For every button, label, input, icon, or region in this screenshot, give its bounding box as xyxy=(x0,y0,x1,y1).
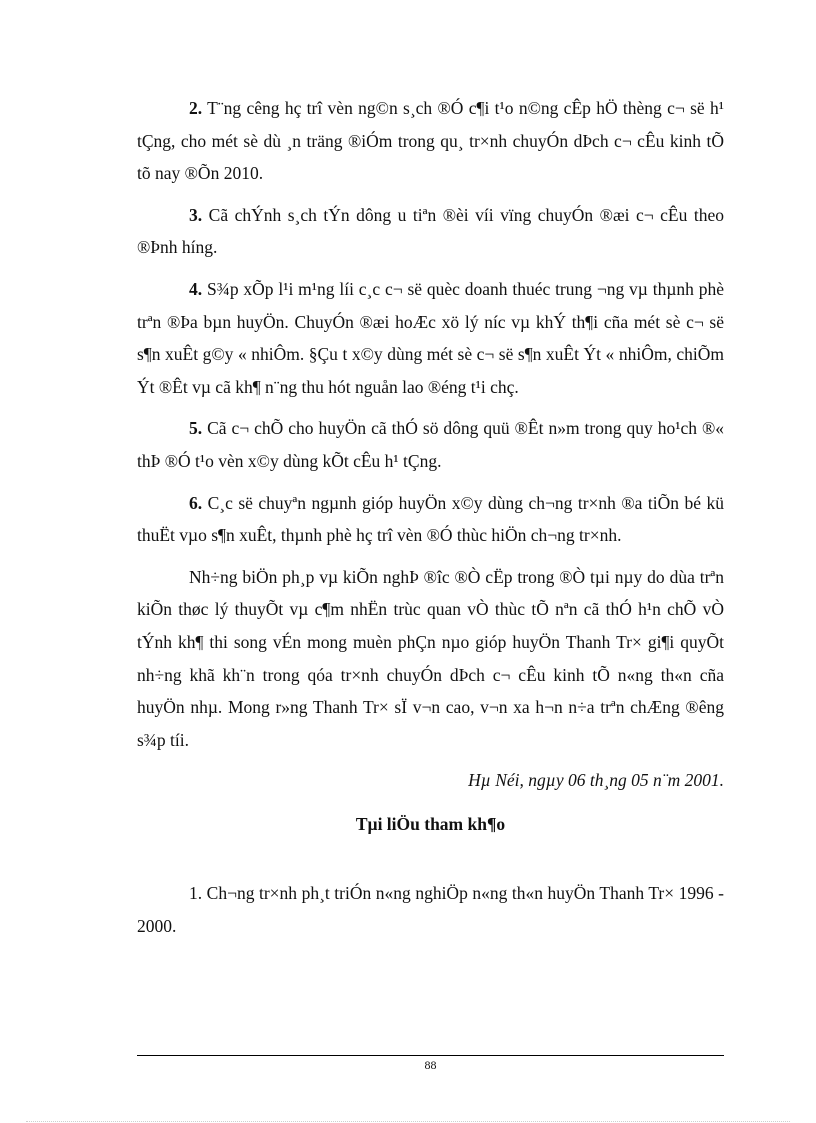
paragraph-text: Nh÷ng biÖn ph¸p vµ kiÕn nghÞ ®îc ®Ò cËp trong ®Ò tµi nµy do dùa trªn kiÕn thøc lý thuyÕt vµ c¶m nhËn trùc quan vÒ thùc tÕ nªn cã thÓ h¹n chÕ vÒ tÝnh kh¶ thi song vÉn mong muèn phÇn nµo gióp huyÖn Thanh Tr× gi¶i quyÕt nh÷ng khã kh¨n trong qóa tr×nh chuyÓn dÞch c¬ cÊu kinh tÕ n«ng th«n cña huyÖn nhµ. Mong r»ng Thanh Tr× sÏ v¬n cao, v¬n xa h¬n n÷a trªn chÆng ®êng s¾p tíi. xyxy=(137,566,724,750)
reference-item: 1. Ch¬ng tr×nh ph¸t triÓn n«ng nghiÖp n«ng th«n huyÖn Thanh Tr× 1996 - 2000. xyxy=(137,883,724,936)
page-bottom-edge xyxy=(26,1121,790,1122)
paragraph-text: C¸c së chuyªn ngµnh gióp huyÖn x©y dùng ch¬ng tr×nh ®a tiÕn bé kü thuËt vµo s¶n xuÊt, thµnh phè hç trî vèn ®Ó thùc hiÖn ch¬ng tr×nh. xyxy=(137,492,724,546)
paragraph-text: S¾p xÕp l¹i m¹ng líi c¸c c¬ së quèc doanh thuéc trung ¬ng vµ thµnh phè trªn ®Þa bµn huyÖn. ChuyÓn ®æi hoÆc xö lý níc vµ khÝ th¶i cña mét sè c¬ së s¶n xuÊt g©y « nhiÔm. §Çu t x©y dùng mét sè c¬ së s¶n xuÊt Ýt « nhiÔm, chiÕm Ýt ®Êt vµ cã kh¶ n¨ng thu hót nguån lao ®éng t¹i chç. xyxy=(137,278,725,397)
paragraph-text: Cã chÝnh s¸ch tÝn dông u tiªn ®èi víi vïng chuyÓn ®æi c¬ cÊu theo ®Þnh híng. xyxy=(137,204,725,258)
footer-divider xyxy=(137,1055,724,1056)
item-number: 3. xyxy=(189,204,203,225)
references-heading: Tµi liÖu tham kh¶o xyxy=(355,814,506,835)
paragraph-6 xyxy=(137,487,724,552)
paragraph-5 xyxy=(137,412,724,477)
item-number: 4. xyxy=(189,278,203,299)
date-line: Hµ Néi, ngµy 06 th¸ng 05 n¨m 2001. xyxy=(468,770,724,791)
conclusion-paragraph xyxy=(137,561,724,757)
item-number: 6. xyxy=(189,492,203,513)
paragraph-4 xyxy=(137,273,724,403)
item-number: 2. xyxy=(189,98,203,118)
page-number: 88 xyxy=(424,1058,437,1072)
paragraph-text: Cã c¬ chÕ cho huyÖn cã thÓ sö dông quü ®Êt n»m trong quy ho¹ch ®« thÞ ®Ó t¹o vèn x©y dùng kÕt cÊu h¹ tÇng. xyxy=(137,418,724,471)
paragraph-3 xyxy=(137,199,724,264)
item-number: 5. xyxy=(189,418,203,439)
paragraph-text: T¨ng cêng hç trî vèn ng©n s¸ch ®Ó c¶i t¹o n©ng cÊp hÖ thèng c¬ së h¹ tÇng, cho mét sè dù ¸n träng ®iÓm trong qu¸ tr×nh chuyÓn dÞch c¬ cÊu kinh tÕ tõ nay ®Õn 2010. xyxy=(137,98,724,184)
paragraph-2 xyxy=(137,92,724,190)
page-body xyxy=(137,92,724,942)
